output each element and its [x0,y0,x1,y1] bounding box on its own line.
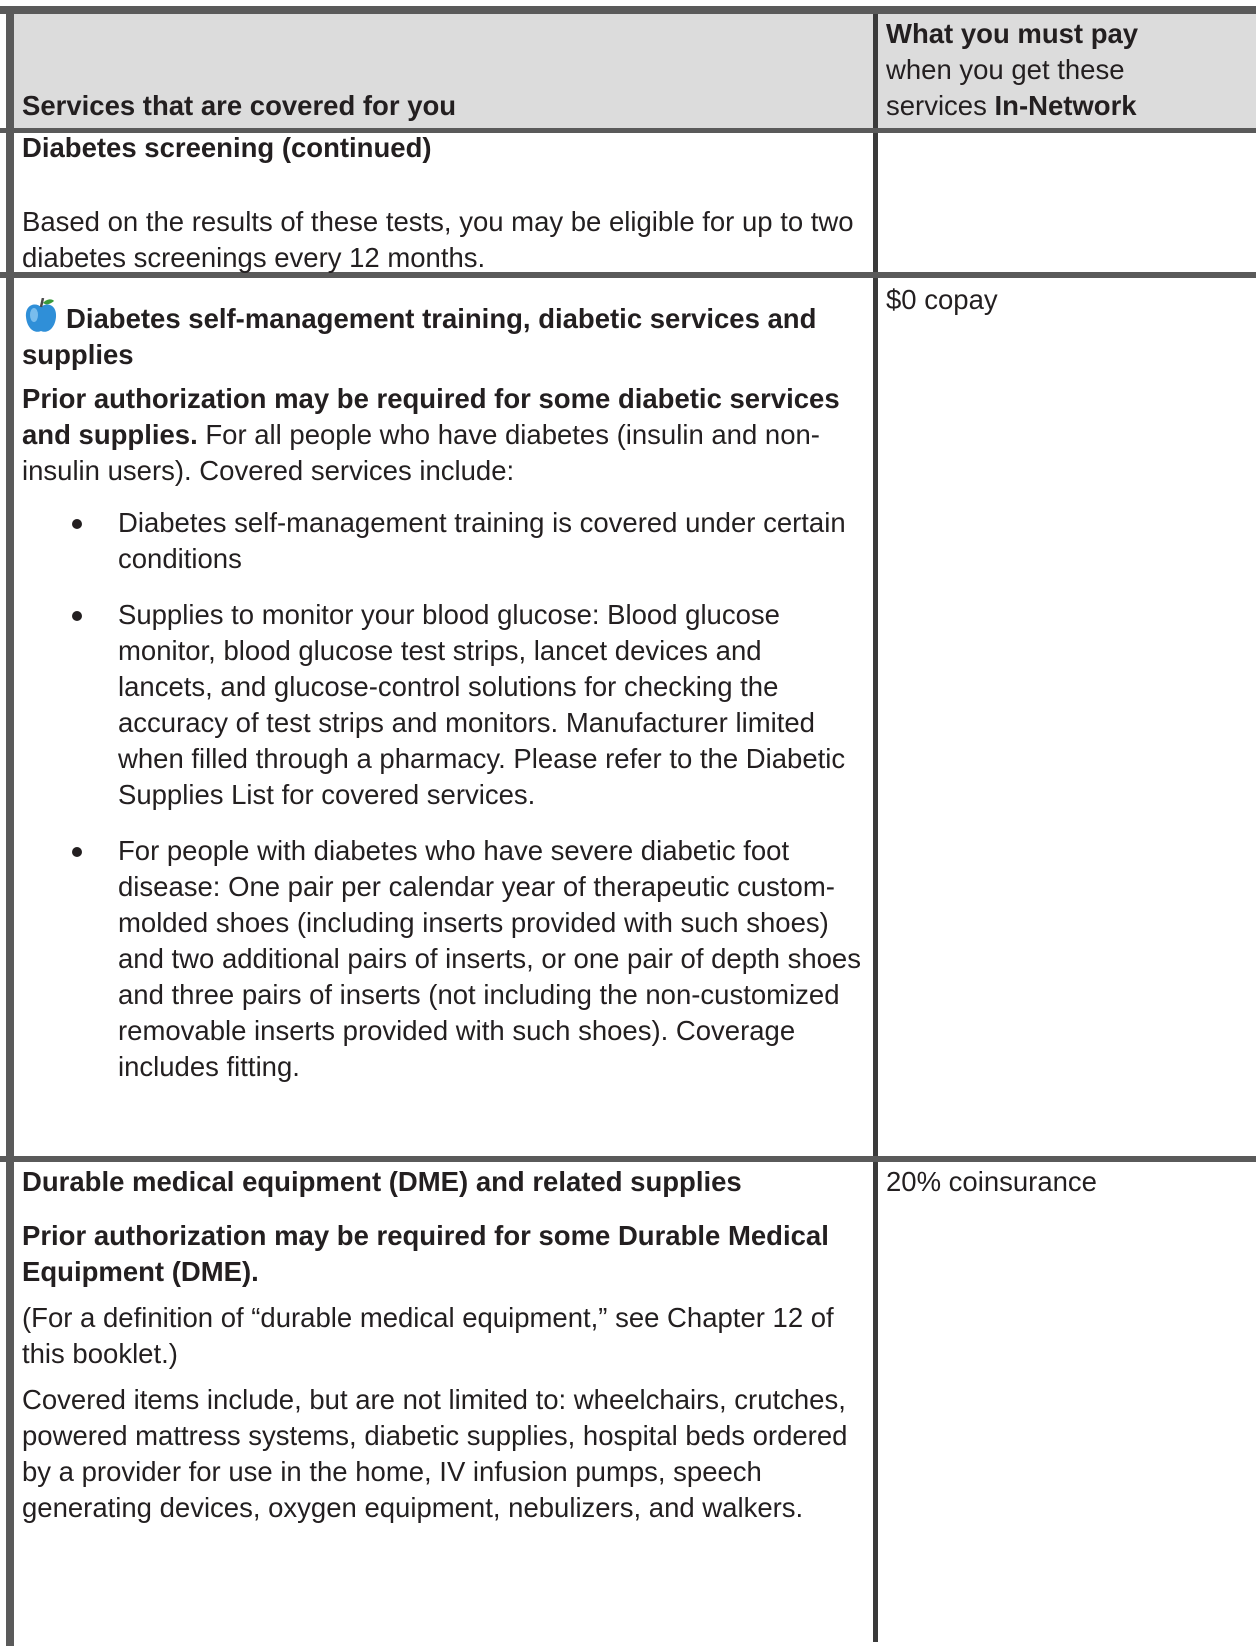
header-cost-title: What you must pay [886,18,1139,49]
header-cost-line3 [886,88,1254,124]
row-title [22,298,862,373]
bullet-icon [72,519,82,529]
row-durable-medical-equipment [22,1164,862,1526]
header-cost [886,16,1254,124]
row-body: Based on the results of these tests, you may be eligible for up to two diabetes screenings every 12 months. [22,206,854,273]
covered-items: Covered items include, but are not limited to: wheelchairs, crutches, powered mattress systems, diabetic supplies, hospital beds ordered by a provider for use in the home, IV infusion pumps, speech generating devices, oxygen equipment, nebulizers, and walkers. [22,1384,848,1523]
list-item [22,833,862,1085]
list-item-text: For people with diabetes who have severe diabetic foot disease: One pair per calendar year of therapeutic custom-molded shoes (including inserts provided with such shoes) and two additional pairs of inserts, or one pair of depth shoes and three pairs of inserts (not including the non-customized removable inserts provided with such shoes). Coverage includes fitting. [118,835,861,1082]
row-title-text: Diabetes self-management training, diabetic services and supplies [22,303,817,370]
row-authorization [22,381,862,489]
header-cost-network: In-Network [994,90,1137,121]
list-item [22,597,862,813]
authorization-note: Prior authorization may be required for some diabetic services and supplies. [22,383,840,450]
table-left-border [6,6,14,1646]
header-cost-line2: when you get these [886,54,1125,85]
list-item-text: Diabetes self-management training is covered under certain conditions [118,507,846,574]
bullet-icon [72,847,82,857]
row-cost: $0 copay [886,284,998,315]
list-item-text: Supplies to monitor your blood glucose: Blood glucose monitor, blood glucose test strips, lancet devices and lancets, and glucose-control solutions for checking the accuracy of test strips and monitors. Manufacturer limited when filled through a pharmacy. Please refer to the Diabetic Supplies List for covered services. [118,599,846,810]
row-cost: 20% coinsurance [886,1166,1097,1197]
row-diabetes-self-management [22,298,862,1085]
definition-note: (For a definition of “durable medical equipment,” see Chapter 12 of this booklet.) [22,1302,834,1369]
bullet-icon [72,611,82,621]
covered-services-list [22,505,862,1085]
apple-icon [22,298,60,334]
header-cost-line3-plain: services [886,90,995,121]
row-title: Durable medical equipment (DME) and related supplies [22,1166,742,1197]
coverage-intro: For all people who have diabetes (insulin and non-insulin users). Covered services include: [22,419,820,486]
row-diabetes-screening [22,130,862,276]
list-item [22,505,862,577]
header-services: Services that are covered for you [22,90,457,121]
table-top-border [0,6,1256,14]
column-divider [873,14,878,1642]
row-divider [0,1156,1256,1162]
row-title: Diabetes screening (continued) [22,132,432,163]
authorization-note: Prior authorization may be required for some Durable Medical Equipment (DME). [22,1220,829,1287]
